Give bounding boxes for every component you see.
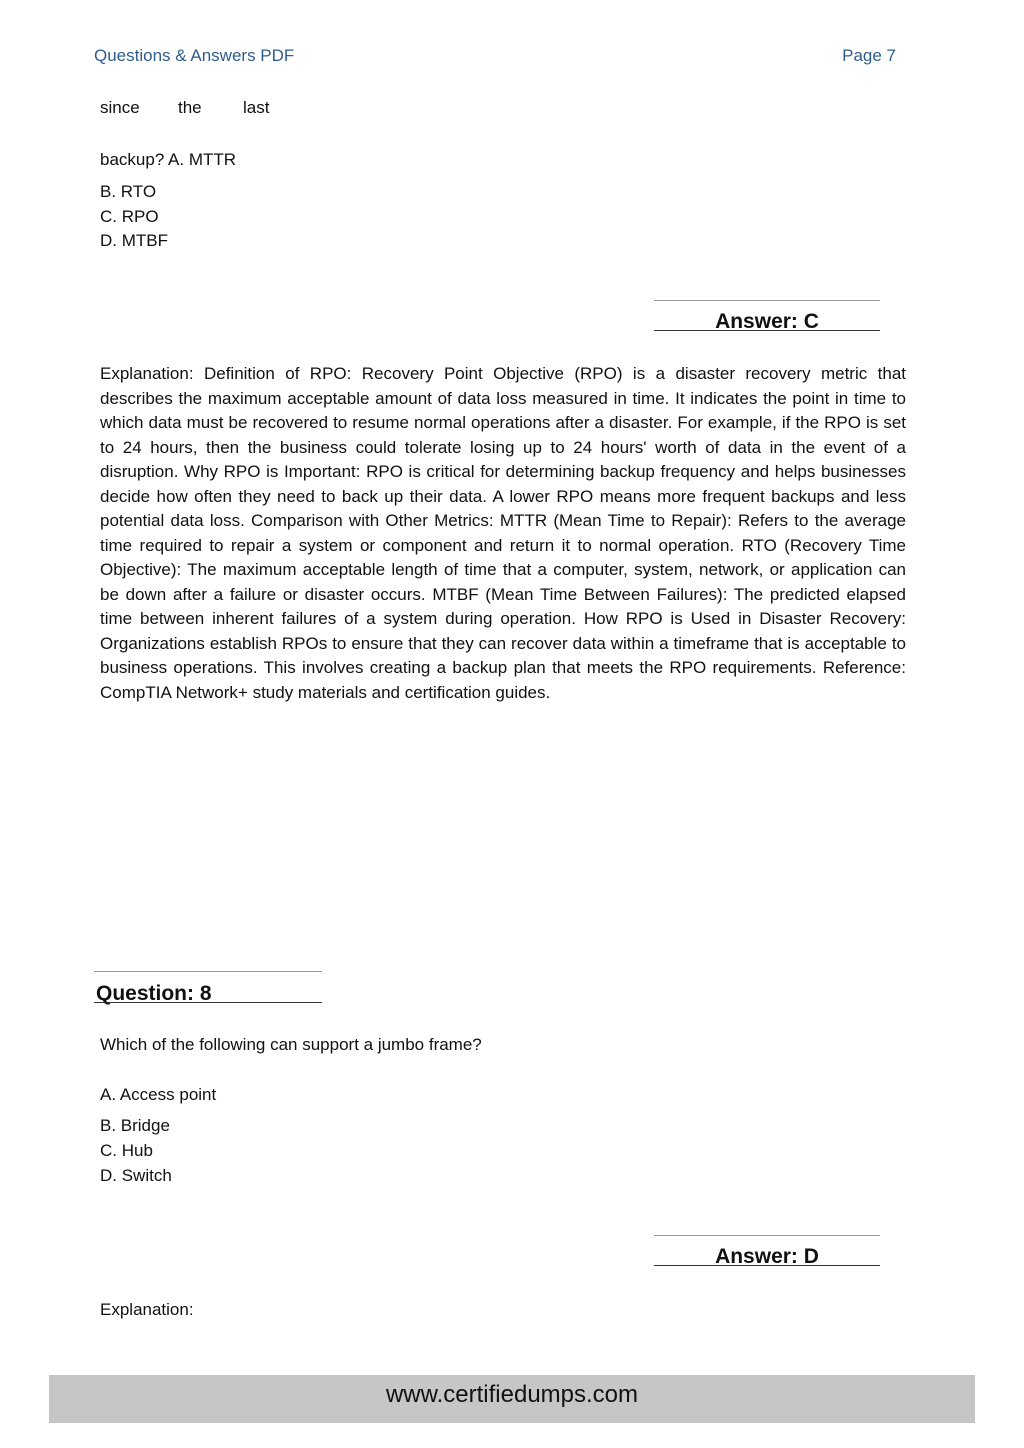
answer-option: C. RPO bbox=[100, 207, 159, 226]
answer-option: B. RTO bbox=[100, 182, 157, 201]
answer-option: C. Hub bbox=[100, 1141, 153, 1160]
question-title: Question: 8 bbox=[96, 982, 212, 1005]
question-fragment-word: the bbox=[178, 98, 202, 117]
answer-option: D. MTBF bbox=[100, 231, 168, 250]
answer-underline bbox=[654, 330, 880, 331]
explanation-text: Explanation: bbox=[100, 1300, 194, 1319]
question-text: Which of the following can support a jumbo frame? bbox=[100, 1035, 482, 1054]
answer-label: Answer: C bbox=[715, 310, 819, 333]
answer-underline bbox=[654, 1265, 880, 1266]
page-number: Page 7 bbox=[842, 46, 896, 65]
answer-option: D. Switch bbox=[100, 1166, 172, 1185]
question-fragment-word: since bbox=[100, 98, 140, 117]
answer-option: A. Access point bbox=[100, 1085, 217, 1104]
answer-top-rule bbox=[654, 300, 880, 301]
answer-top-rule bbox=[654, 1235, 880, 1236]
footer-banner bbox=[49, 1375, 975, 1423]
header-title: Questions & Answers PDF bbox=[94, 46, 295, 65]
answer-label: Answer: D bbox=[715, 1245, 819, 1268]
question-top-rule bbox=[94, 971, 322, 972]
footer-url[interactable]: www.certifiedumps.com bbox=[385, 1381, 639, 1408]
question-fragment-word: last bbox=[243, 98, 270, 117]
answer-option: B. Bridge bbox=[100, 1116, 170, 1135]
question-underline bbox=[94, 1002, 322, 1003]
question-line: backup? A. MTTR bbox=[100, 150, 237, 169]
explanation-text: Explanation: Definition of RPO: Recovery Point Objective (RPO) is a disaster recovery metric that describes the maximum acceptable amount of data loss measured in time. It indicates the point in time to which data must be recovered to resume normal operations after a disaster. For example, if the RPO is set to 24 hours, then the business could tolerate losing up to 24 hours' worth of data in the event of a disruption. Why RPO is Important: RPO is critical for determining backup frequency and helps businesses decide how often they need to back up their data. A lower RPO means more frequent backups and less potential data loss. Comparison with Other Metrics: MTTR (Mean Time to Repair): Refers to the average time required to repair a system or component and return it to normal operation. RTO (Recovery Time Objective): The maximum acceptable length of time that a computer, system, network, or application can be down after a failure or disaster occurs. MTBF (Mean Time Between Failures): The predicted elapsed time between inherent failures of a system during operation. How RPO is Used in Disaster Recovery: Organizations establish RPOs to ensure that they can recover data within a timeframe that is acceptable to business operations. This involves creating a backup plan that meets the RPO requirements. Reference: CompTIA Network+ study materials and certification guides. bbox=[100, 364, 906, 702]
